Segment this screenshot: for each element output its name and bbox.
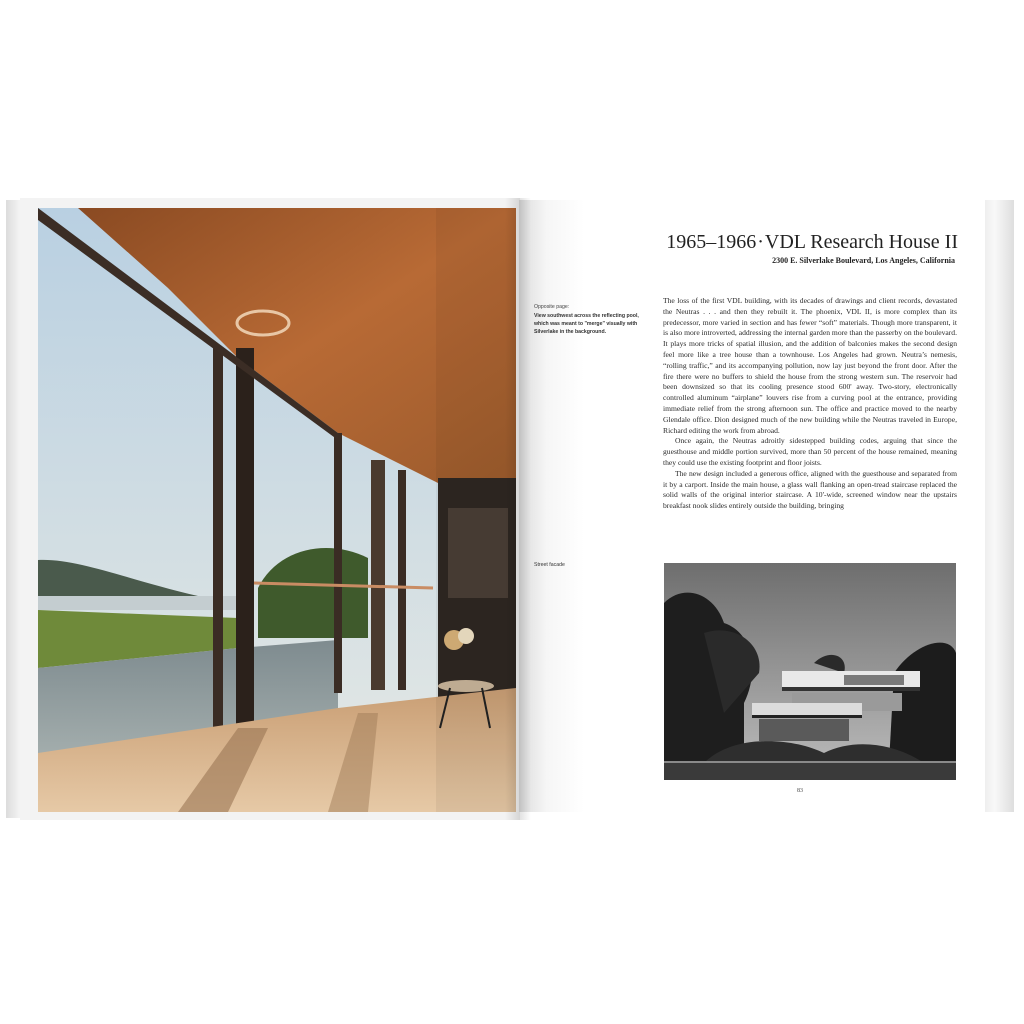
body-text xyxy=(663,296,957,512)
gutter-shadow xyxy=(505,198,531,820)
title-separator: · xyxy=(757,231,764,253)
right-page-edges xyxy=(982,200,1014,812)
address-subtitle: 2300 E. Silverlake Boulevard, Los Angeles, California xyxy=(772,256,955,265)
page-number: 83 xyxy=(797,788,803,794)
chapter-title xyxy=(663,231,958,254)
caption-label: Opposite page: xyxy=(534,304,570,310)
interior-photograph xyxy=(38,208,516,812)
title-years: 1965–1966 xyxy=(666,231,757,253)
title-name: VDL Research House II xyxy=(764,231,958,253)
paragraph: The new design included a generous office, aligned with the guesthouse and separated from it by a carport. Inside the main house, a glass wall flanking an open-tread staircase replaced the solid walls of the original interior staircase. A 10'-wide, screened window near the upstairs breakfast nook slides entirely outside the building, bringing xyxy=(663,468,957,511)
left-page-edges xyxy=(6,200,20,818)
street-facade-photograph xyxy=(664,563,956,780)
paragraph: Once again, the Neutras adroitly sidestepped building codes, arguing that since the guesthouse and middle portion survived, more than 50 percent of the house remained, meaning they could use the existing footprint and floor joists. xyxy=(663,436,957,467)
caption-street-facade: Street facade xyxy=(534,562,565,568)
caption-text: View southwest across the reflecting pool, which was meant to "merge" visually with Silverlake in the background. xyxy=(534,313,639,335)
paragraph: The loss of the first VDL building, with its decades of drawings and client records, devastated the Neutras . . . and then they rebuilt it. The phoenix, VDL II, is more complex than its predecessor, more varied in section and has fewer “soft” materials. Though more transparent, it is also more introverted, addressing the internal garden more than the passerby on the boulevard. It plays more tricks of spatial illusion, and the addition of balconies makes the second design feel more like a tree house than a townhouse. Los Angeles had grown. Neutra’s nemesis, “rolling traffic,” and its accompanying pollution, now lay just beyond the front door. After the fire there were no buffers to shield the house from the strong western sun. The reservoir had been downsized so that its cooling presence stood 600' away. Two-story, electronically controlled aluminum “airplane” louvers rise from a curving pool at the entrance, providing immediate relief from the strong afternoon sun. The office and practice moved to the nearby Glendale office. Dion designed much of the new building while the Neutras traveled in Europe, Richard editing the work from abroad. xyxy=(663,296,957,435)
